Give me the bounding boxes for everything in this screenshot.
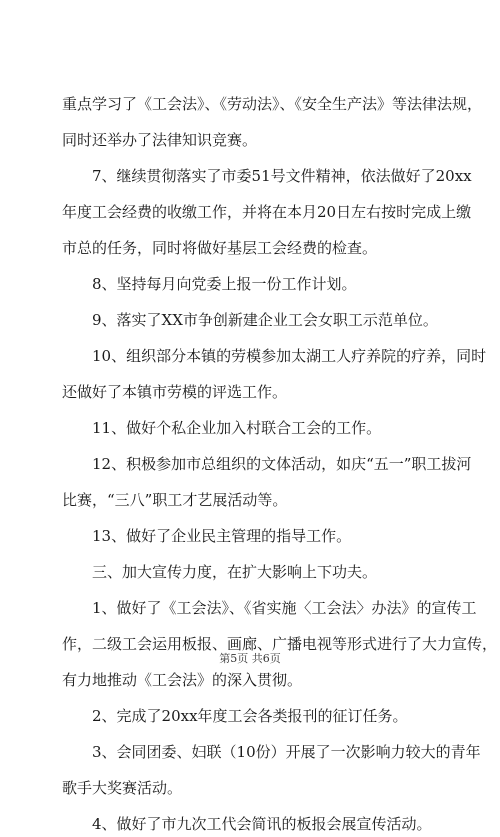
paragraph-line: 4、做好了市九次工代会简讯的板报会展宣传活动。: [92, 815, 432, 833]
paragraph-line: 歌手大奖赛活动。: [62, 779, 183, 797]
paragraph-line: 11、做好个私企业加入村联合工会的工作。: [92, 419, 382, 437]
paragraph-line: 2、完成了20xx年度工会各类报刊的征订任务。: [92, 707, 408, 725]
page-number-footer: 第5页 共6页: [219, 652, 281, 665]
paragraph-line: 比赛，“三八”职工才艺展活动等。: [62, 491, 288, 509]
paragraph-line: 9、落实了XX市争创新建企业工会女职工示范单位。: [92, 311, 438, 329]
paragraph-line: 市总的任务，同时将做好基层工会经费的检查。: [62, 239, 378, 257]
paragraph-line: 3、会同团委、妇联（10份）开展了一次影响力较大的青年: [92, 743, 481, 761]
paragraph-line: 还做好了本镇市劳模的评选工作。: [62, 383, 288, 401]
section-heading: 三、加大宣传力度，在扩大影响上下功夫。: [92, 563, 378, 581]
paragraph-line: 10、组织部分本镇的劳模参加太湖工人疗养院的疗养，同时: [92, 347, 487, 365]
paragraph-line: 7、继续贯彻落实了市委51号文件精神，依法做好了20xx: [92, 167, 472, 185]
paragraph-line: 作，二级工会运用板报、画廊、广播电视等形式进行了大力宣传，: [62, 635, 498, 653]
paragraph-line: 13、做好了企业民主管理的指导工作。: [92, 527, 352, 545]
paragraph-line: 同时还举办了法律知识竞赛。: [62, 131, 258, 149]
paragraph-line: 重点学习了《工会法》、《劳动法》、《安全生产法》等法律法规，: [62, 95, 483, 113]
paragraph-line: 8、坚持每月向党委上报一份工作计划。: [92, 275, 357, 293]
paragraph-line: 1、做好了《工会法》、《省实施〈工会法〉办法》的宣传工: [92, 599, 477, 617]
document-body: [62, 91, 498, 837]
paragraph-line: 有力地推动《工会法》的深入贯彻。: [62, 671, 303, 689]
paragraph-line: 12、积极参加市总组织的文体活动，如庆“五一”职工拔河: [92, 455, 472, 473]
paragraph-line: 年度工会经费的收缴工作，并将在本月20日左右按时完成上缴: [62, 203, 472, 221]
